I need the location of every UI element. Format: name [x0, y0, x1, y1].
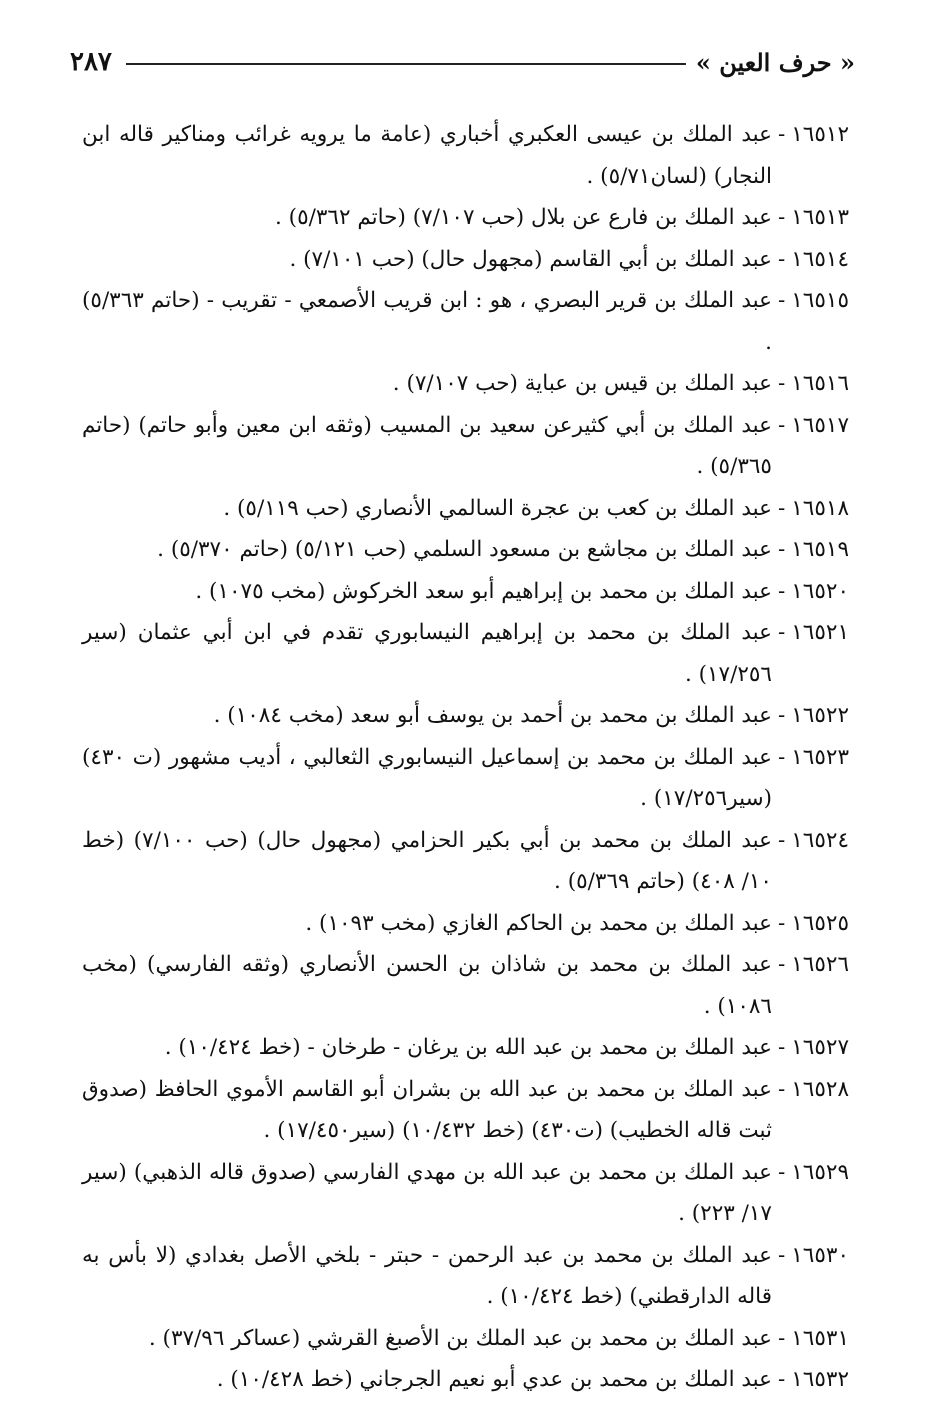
- page-header: [70, 42, 855, 82]
- list-item: [82, 903, 849, 945]
- entry-text: عبد الملك بن محمد بن إسماعيل النيسابوري الثعالبي ، أديب مشهور (ت ٤٣٠) (سير١٧/٢٥٦) .: [82, 744, 772, 811]
- entry-number: ١٦٥٢٠: [791, 578, 849, 604]
- list-item: [82, 488, 849, 530]
- entry-dash: -: [777, 205, 786, 230]
- entry-text: عبد الملك بن محمد بن عبد الرحمن - حبتر - بلخي الأصل بغدادي (لا بأس به قاله الدارقطني) (خط ١٠/٤٢٤) .: [82, 1242, 772, 1309]
- entry-dash: -: [777, 495, 786, 521]
- entry-dash: -: [777, 412, 786, 438]
- list-item: [82, 820, 849, 903]
- entry-text: عبد الملك بن محمد بن عبد الله بن مهدي الفارسي (صدوق قاله الذهبي) (سير ١٧/ ٢٢٣) .: [82, 1159, 772, 1226]
- list-item: [82, 114, 849, 197]
- page-number: ٢٨٧: [70, 47, 112, 77]
- entry-text: عبد الملك بن محمد بن عدي أبو نعيم الجرجاني (خط ١٠/٤٢٨) .: [216, 1367, 772, 1392]
- entry-dash: -: [777, 1242, 786, 1268]
- entry-number: ١٦٥٢٤: [791, 827, 849, 853]
- entry-number: ١٦٥٣٢: [791, 1367, 849, 1392]
- entry-number: ١٦٥١٣: [791, 205, 849, 230]
- entry-number: ١٦٥٣١: [791, 1325, 849, 1351]
- entry-dash: -: [777, 1159, 786, 1185]
- entry-dash: -: [777, 1367, 786, 1392]
- entry-text: عبد الملك بن فارع عن بلال (حب ٧/١٠٧) (حاتم ٥/٣٦٢) .: [275, 205, 772, 230]
- entry-dash: -: [777, 827, 786, 853]
- list-item: [82, 239, 849, 281]
- entry-dash: -: [777, 1325, 786, 1351]
- entry-dash: -: [777, 620, 786, 645]
- list-item: [82, 197, 849, 239]
- entry-text: عبد الملك بن محمد بن الحاكم الغازي (مخب ١٠٩٣) .: [305, 910, 772, 936]
- header-rule: [126, 63, 686, 65]
- entry-number: ١٦٥١٤: [791, 246, 849, 272]
- entry-text: عبد الملك بن أبي كثيرعن سعيد بن المسيب (وثقه ابن معين وأبو حاتم) (حاتم ٥/٣٦٥) .: [82, 412, 772, 479]
- entry-number: ١٦٥٢٧: [791, 1035, 849, 1060]
- entry-text: عبد الملك بن محمد بن إبراهيم النيسابوري تقدم في ابن أبي عثمان (سير ١٧/٢٥٦) .: [82, 620, 772, 687]
- entry-text: عبد الملك بن مجاشع بن مسعود السلمي (حب ٥/١٢١) (حاتم ٥/٣٧٠) .: [157, 537, 772, 562]
- list-item: [82, 1235, 849, 1318]
- entry-number: ١٦٥٢٢: [791, 703, 849, 728]
- entry-number: ١٦٥٢٩: [791, 1159, 849, 1185]
- entry-text: عبد الملك بن محمد بن عبد الملك بن الأصبغ القرشي (عساكر ٣٧/٩٦) .: [148, 1325, 772, 1351]
- entry-dash: -: [777, 288, 786, 313]
- list-item: [82, 1318, 849, 1360]
- list-item: [82, 363, 849, 405]
- list-item: [82, 1069, 849, 1152]
- entry-dash: -: [777, 744, 786, 770]
- chapter-title: « حرف العين »: [695, 47, 855, 77]
- list-item: [82, 737, 849, 820]
- list-item: [82, 1152, 849, 1235]
- entry-number: ١٦٥٢٣: [791, 744, 849, 770]
- entry-text: عبد الملك بن عيسى العكبري أخباري (عامة ما يرويه غرائب ومناكير قاله ابن النجار) (لسان٥/٧١) .: [82, 122, 772, 189]
- entry-text: عبد الملك بن أبي القاسم (مجهول حال) (حب ٧/١٠١) .: [289, 246, 772, 272]
- entry-list: [82, 114, 849, 1401]
- entry-number: ١٦٥١٩: [791, 537, 849, 562]
- list-item: [82, 529, 849, 571]
- entry-dash: -: [777, 952, 786, 977]
- entry-number: ١٦٥٢١: [791, 620, 849, 645]
- list-item: [82, 944, 849, 1027]
- entry-text: عبد الملك بن كعب بن عجرة السالمي الأنصاري (حب ٥/١١٩) .: [223, 495, 772, 521]
- list-item: [82, 1027, 849, 1069]
- entry-number: ١٦٥١٥: [791, 288, 849, 313]
- list-item: [82, 695, 849, 737]
- entry-text: عبد الملك بن محمد بن أحمد بن يوسف أبو سعد (مخب ١٠٨٤) .: [213, 703, 772, 728]
- entry-text: عبد الملك بن قيس بن عباية (حب ٧/١٠٧) .: [392, 371, 772, 396]
- entry-number: ١٦٥٢٥: [791, 910, 849, 936]
- entry-text: عبد الملك بن قرير البصري ، هو : ابن قريب الأصمعي - تقريب - (حاتم ٥/٣٦٣) .: [82, 288, 772, 355]
- entry-dash: -: [777, 703, 786, 728]
- entry-text: عبد الملك بن محمد بن عبد الله بن بشران أبو القاسم الأموي الحافظ (صدوق ثبت قاله الخطيب) (ت٤٣٠) (خط ١٠/٤٣٢) (سير١٧/٤٥٠) .: [82, 1076, 772, 1143]
- entry-dash: -: [777, 1035, 786, 1060]
- entry-dash: -: [777, 578, 786, 604]
- list-item: [82, 571, 849, 613]
- entry-number: ١٦٥١٢: [791, 122, 849, 147]
- list-item: [82, 405, 849, 488]
- entry-number: ١٦٥١٨: [791, 495, 849, 521]
- entry-dash: -: [777, 122, 786, 147]
- entry-text: عبد الملك بن محمد بن شاذان بن الحسن الأنصاري (وثقه الفارسي) (مخب ١٠٨٦) .: [82, 952, 772, 1019]
- entry-dash: -: [777, 246, 786, 272]
- entry-text: عبد الملك بن محمد بن عبد الله بن يرغان - طرخان - (خط ١٠/٤٢٤) .: [164, 1035, 772, 1060]
- entry-dash: -: [777, 910, 786, 936]
- entry-dash: -: [777, 371, 786, 396]
- list-item: [82, 612, 849, 695]
- list-item: [82, 1359, 849, 1401]
- list-item: [82, 280, 849, 363]
- entry-dash: -: [777, 537, 786, 562]
- entry-number: ١٦٥٢٨: [791, 1076, 849, 1102]
- entry-number: ١٦٥٣٠: [791, 1242, 849, 1268]
- entry-number: ١٦٥١٦: [791, 371, 849, 396]
- entry-number: ١٦٥١٧: [791, 412, 849, 438]
- entry-number: ١٦٥٢٦: [791, 952, 849, 977]
- entry-text: عبد الملك بن محمد بن إبراهيم أبو سعد الخركوش (مخب ١٠٧٥) .: [195, 578, 772, 604]
- entry-text: عبد الملك بن محمد بن أبي بكير الحزامي (مجهول حال) (حب ٧/١٠٠) (خط ١٠/ ٤٠٨) (حاتم ٥/٣٦٩) .: [82, 827, 772, 894]
- entry-dash: -: [777, 1076, 786, 1102]
